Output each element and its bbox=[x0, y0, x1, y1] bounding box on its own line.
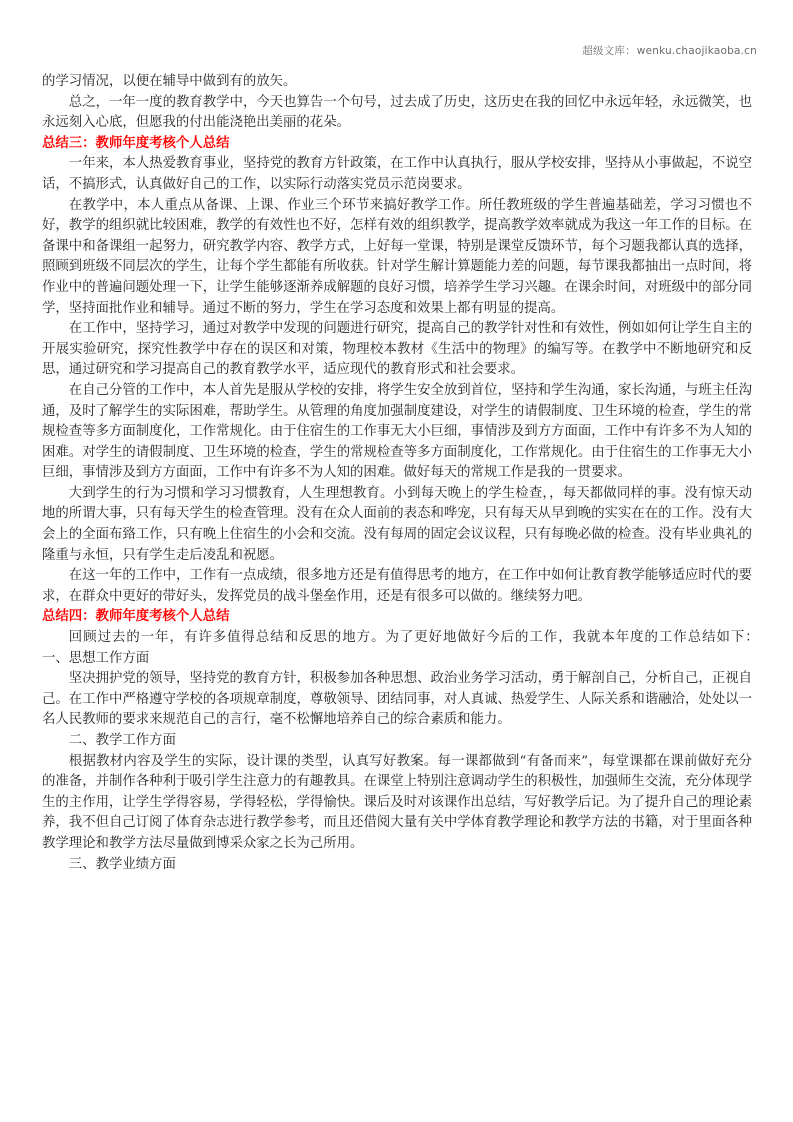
body-paragraph: 二、教学工作方面 bbox=[68, 733, 176, 748]
document-body bbox=[42, 72, 779, 875]
body-paragraph: 总之，一年一度的教育教学中，今天也算告一个句号，过去成了历史，这历史在我的回忆中永远年轻，永远微笑，也永远刻入心底，但愿我的付出能浇艳出美丽的花朵。 bbox=[42, 94, 752, 131]
body-paragraph: 根据教材内容及学生的实际，设计课的类型，认真写好教案。每一课都做到“有备而来”，每堂课都在课前做好充分的准备，并制作各种利于吸引学生注意力的有趣教具。在课堂上特别注意调动学生的积极性，加强师生交流，充分体现学生的主作用，让学生学得容易，学得轻松，学得愉快。课后及时对该课作出总结，写好教学后记。为了提升自己的理论素养，我不但自己订阅了体育杂志进行教学参考，而且还借阅大量有关中学体育教学理论和教学方法的书籍，对于里面各种教学理论和教学方法尽量做到博采众家之长为己所用。 bbox=[42, 753, 752, 851]
body-paragraph: 在工作中，坚持学习，通过对教学中发现的问题进行研究，提高自己的教学针对性和有效性，例如如何让学生自主的开展实验研究，探究性教学中存在的误区和对策，物理校本教材《生活中的物理》的编写等。在教学中不断地研究和反思，通过研究和学习提高自己的教育教学水平，适应现代的教育形式和社会要求。 bbox=[42, 321, 752, 378]
body-paragraph: 三、教学业绩方面 bbox=[68, 856, 176, 872]
body-paragraph: 在教学中，本人重点从备课、上课、作业三个环节来搞好教学工作。所任教班级的学生普遍基础差，学习习惯也不好，教学的组织就比较困难，教学的有效性也不好，怎样有效的组织教学，提高教学效率就成为我这一年工作的目标。在备课中和备课组一起努力，研究教学内容、教学方式，上好每一堂课，特别是课堂反馈环节，每个习题我都认真的选择，照顾到班级不同层次的学生，让每个学生都能有所收获。针对学生解计算题能力差的问题，每节课我都抽出一点时间，将作业中的普遍问题处理一下，让学生能够逐渐养成解题的良好习惯，培养学生学习兴趣。在课余时间，对班级中的部分同学，坚持面批作业和辅导。通过不断的努力，学生在学习态度和效果上都有明显的提高。 bbox=[42, 197, 752, 316]
header-separator: ： bbox=[625, 45, 636, 57]
body-paragraph: 的学习情况，以便在辅导中做到有的放矢。 bbox=[42, 74, 297, 89]
body-paragraph: 回顾过去的一年，有许多值得总结和反思的地方。为了更好地做好今后的工作，我就本年度的工作总结如下： 一、思想工作方面 bbox=[42, 630, 779, 666]
body-paragraph: 在自己分管的工作中，本人首先是服从学校的安排，将学生安全放到首位，坚持和学生沟通，家长沟通，与班主任沟通，及时了解学生的实际困难，帮助学生。从管理的角度加强制度建设，对学生的请假制度、卫生环境的检查，学生的常规检查等多方面制度化，工作常规化。由于住宿生的工作事无大小巨细，事情涉及到方方面面，工作中有许多不为人知的困难。对学生的请假制度、卫生环境的检查，学生的常规检查等多方面制度化，工作常规化。由于住宿生的工作事无大小巨细，事情涉及到方方面面，工作中有许多不为人知的困难。做好每天的常规工作是我的一贯要求。 bbox=[42, 382, 752, 481]
body-paragraph: 大到学生的行为习惯和学习习惯教育，人生理想教育。小到每天晚上的学生检查，，每天都做同样的事。没有惊天动地的所谓大事，只有每天学生的检查管理。没有在众人面前的表态和哗宠，只有每天从早到晚的实实在在的工作。没有大会上的全面布臵工作，只有晚上住宿生的小会和交流。没有每周的固定会议议程，只有每晚必做的检查。没有毕业典礼的隆重与永恒，只有学生走后凌乱和祝愿。 bbox=[42, 485, 752, 563]
page-header-watermark bbox=[582, 46, 757, 57]
section-heading: 总结四：教师年度考核个人总结 bbox=[42, 609, 230, 625]
body-paragraph: 在这一年的工作中，工作有一点成绩，很多地方还是有值得思考的地方，在工作中如何让教育教学能够适应时代的要求，在群众中更好的带好头，发挥党员的战斗堡垒作用，还是有很多可以做的。继续努力吧。 bbox=[42, 568, 752, 604]
body-paragraph: 坚决拥护党的领导，坚持党的教育方针，积极参加各种思想、政治业务学习活动，勇于解剖自己，分析自己，正视自己。在工作中严格遵守学校的各项规章制度，尊敬领导、团结同事，对人真诚、热爱学生、人际关系和谐融洽，处处以一名人民教师的要求来规范自己的言行，毫不松懈地培养自己的综合素质和能力。 bbox=[42, 671, 752, 728]
header-site-url: wenku.chaojikaoba.cn bbox=[636, 45, 757, 57]
section-heading: 总结三：教师年度考核个人总结 bbox=[42, 135, 230, 151]
header-site-label: 超级文库 bbox=[582, 45, 626, 57]
body-paragraph: 一年来，本人热爱教育事业，坚持党的教育方针政策，在工作中认真执行，服从学校安排，坚持从小事做起，不说空话，不搞形式，认真做好自己的工作，以实际行动落实党员示范岗要求。 bbox=[42, 156, 752, 192]
